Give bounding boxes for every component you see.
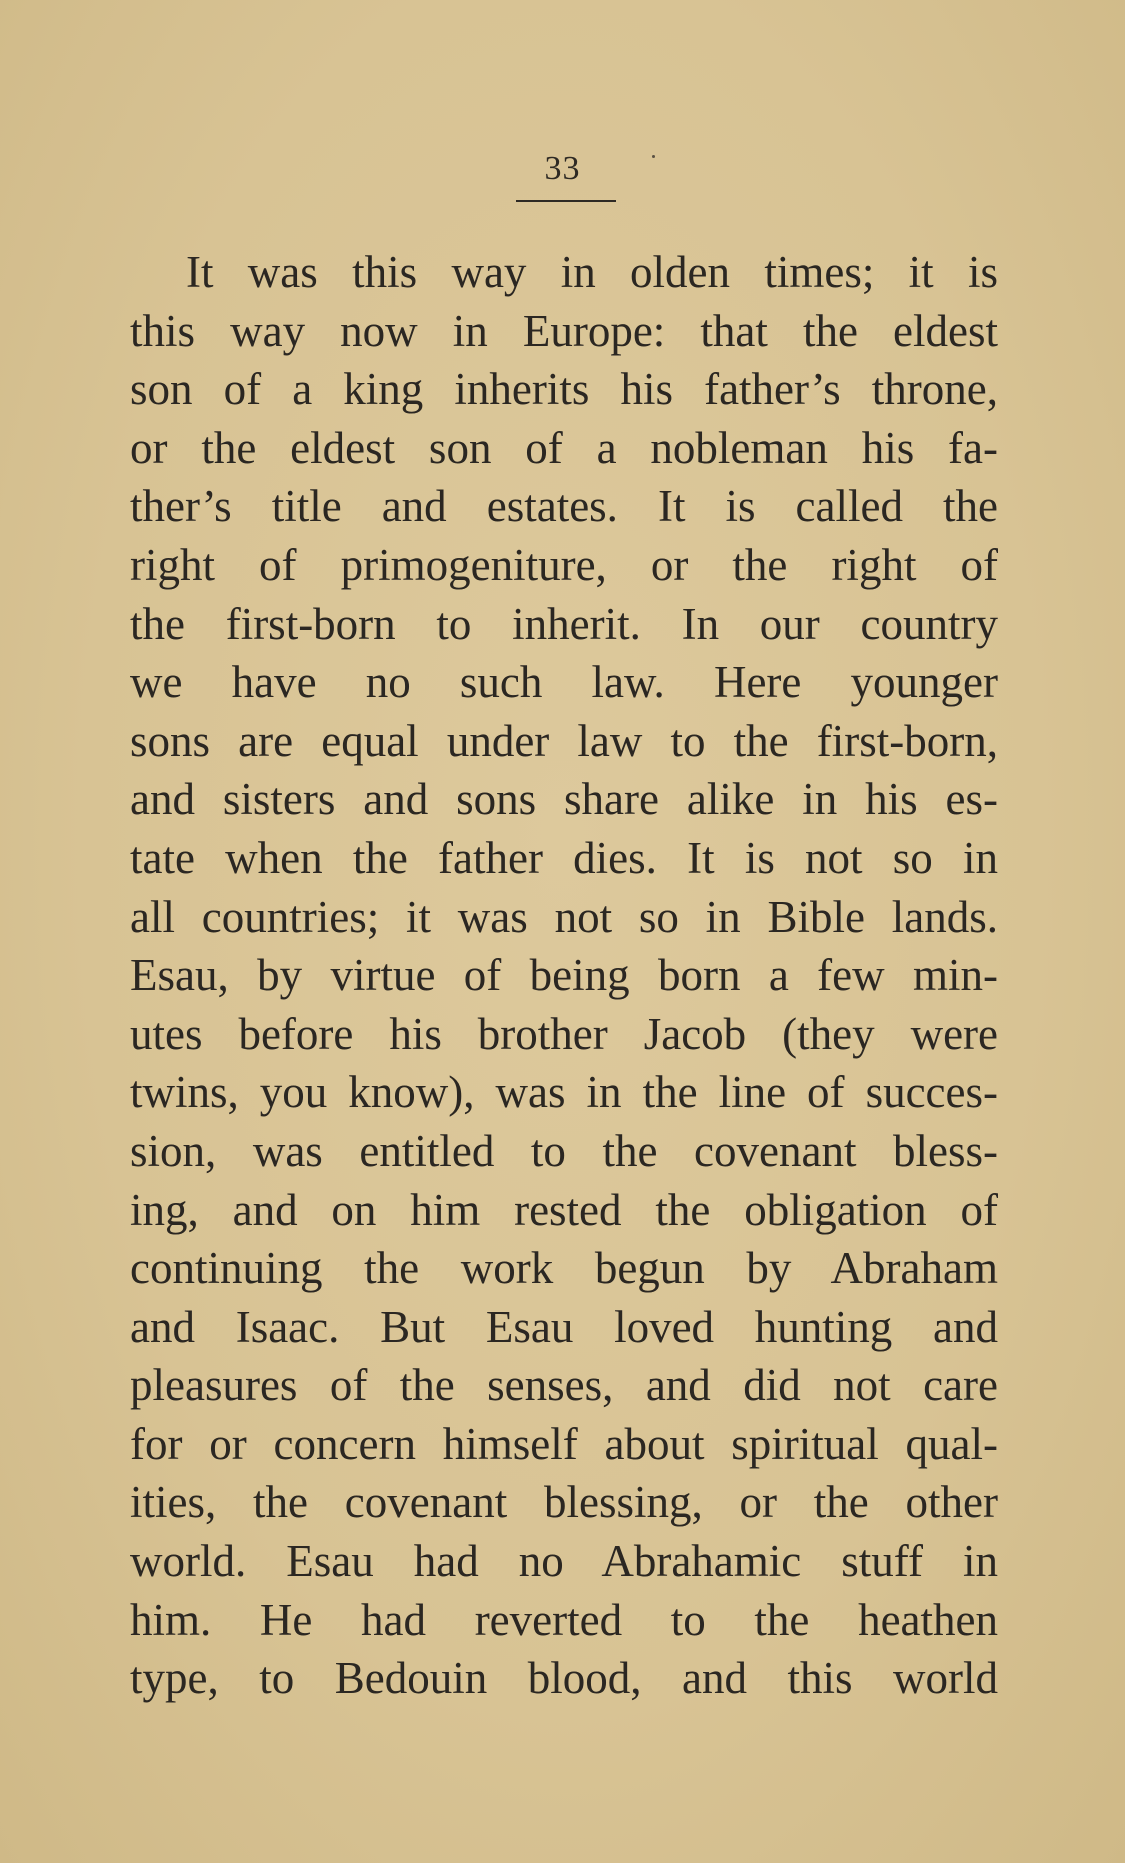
text-line: this way now in Europe: that the eldest (130, 305, 998, 356)
text-line: Esau, by virtue of being born a few min- (130, 950, 998, 1001)
text-line: tate when the father dies. It is not so in (130, 832, 998, 883)
text-line: or the eldest son of a nobleman his fa- (130, 422, 998, 473)
text-line: utes before his brother Jacob (they were (130, 1008, 998, 1059)
paper-speck (652, 155, 655, 158)
text-line: pleasures of the senses, and did not care (130, 1360, 998, 1411)
text-line: ities, the covenant blessing, or the other (130, 1477, 998, 1528)
page-number-rule (516, 200, 616, 202)
text-line: son of a king inherits his father’s throne, (130, 364, 998, 415)
text-line: him. He had reverted to the heathen (130, 1594, 998, 1645)
text-line: type, to Bedouin blood, and this world (130, 1653, 998, 1704)
text-line: and Isaac. But Esau loved hunting and (130, 1301, 998, 1352)
text-line: and sisters and sons share alike in his es- (130, 774, 998, 825)
text-line: continuing the work begun by Abraham (130, 1243, 998, 1294)
text-line: twins, you know), was in the line of succes- (130, 1067, 998, 1118)
text-line: right of primogeniture, or the right of (130, 539, 998, 590)
text-line: all countries; it was not so in Bible lands. (130, 891, 998, 942)
body-text (130, 243, 998, 1708)
text-line: ther’s title and estates. It is called the (130, 481, 998, 532)
text-line: world. Esau had no Abrahamic stuff in (130, 1536, 998, 1587)
text-line: It was this way in olden times; it is (186, 247, 998, 297)
text-line: ing, and on him rested the obligation of (130, 1184, 998, 1235)
text-line: we have no such law. Here younger (130, 657, 998, 708)
text-line: sons are equal under law to the first-born, (130, 715, 998, 766)
text-line: for or concern himself about spiritual qual- (130, 1418, 998, 1469)
text-line: sion, was entitled to the covenant bless- (130, 1125, 998, 1176)
text-line: the first-born to inherit. In our country (130, 598, 998, 649)
page-number: 33 (544, 150, 581, 187)
